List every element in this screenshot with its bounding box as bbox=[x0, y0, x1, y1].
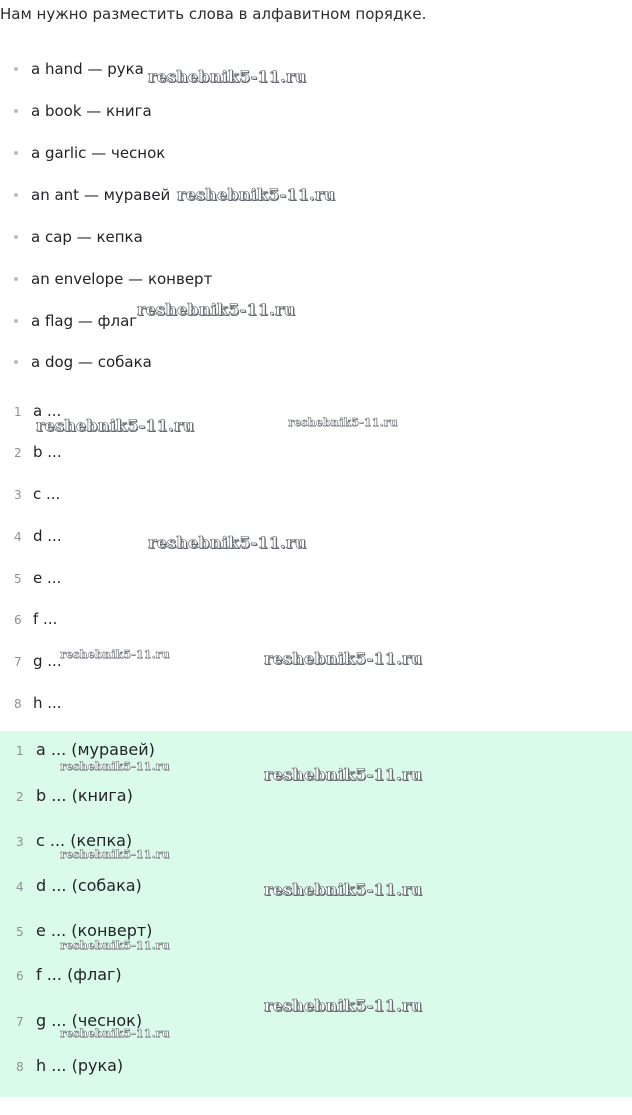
answer-item bbox=[16, 1056, 123, 1075]
watermark: reshebnik5-11.ru bbox=[36, 416, 195, 435]
watermark: reshebnik5-11.ru bbox=[137, 300, 296, 319]
item-number: 7 bbox=[14, 655, 22, 669]
watermark: reshebnik5-11.ru bbox=[288, 416, 398, 429]
answer-item bbox=[16, 786, 133, 805]
list-item-text: a cap — кепка bbox=[31, 228, 143, 246]
bullet-dot-icon bbox=[14, 109, 18, 113]
list-item bbox=[14, 353, 152, 371]
item-number: 2 bbox=[14, 446, 22, 460]
item-number: 7 bbox=[16, 1015, 24, 1029]
bullet-dot-icon bbox=[14, 360, 18, 364]
item-text: b ... bbox=[33, 443, 62, 461]
watermark: reshebnik5-11.ru bbox=[264, 649, 423, 668]
item-number: 1 bbox=[14, 405, 22, 419]
bullet-dot-icon bbox=[14, 151, 18, 155]
numbered-item bbox=[14, 610, 57, 628]
numbered-item bbox=[14, 694, 62, 712]
watermark: reshebnik5-11.ru bbox=[60, 1027, 170, 1040]
list-item bbox=[14, 228, 143, 246]
watermark: reshebnik5-11.ru bbox=[264, 996, 423, 1015]
numbered-item bbox=[14, 485, 60, 503]
bullet-dot-icon bbox=[14, 277, 18, 281]
item-number: 4 bbox=[14, 530, 22, 544]
list-item bbox=[14, 270, 212, 288]
item-number: 1 bbox=[16, 744, 24, 758]
watermark: reshebnik5-11.ru bbox=[148, 533, 307, 552]
list-item-text: a flag — флаг bbox=[31, 312, 138, 330]
answer-item bbox=[16, 921, 152, 940]
list-item bbox=[14, 144, 165, 162]
item-number: 3 bbox=[14, 488, 22, 502]
item-number: 6 bbox=[16, 969, 24, 983]
list-item-text: a book — книга bbox=[31, 102, 152, 120]
item-text: e ... (конверт) bbox=[36, 921, 153, 940]
watermark: reshebnik5-11.ru bbox=[264, 765, 423, 784]
item-text: a ... bbox=[33, 402, 62, 420]
list-item bbox=[14, 186, 170, 204]
watermark: reshebnik5-11.ru bbox=[148, 67, 307, 86]
item-text: c ... (кепка) bbox=[36, 831, 133, 850]
bullet-dot-icon bbox=[14, 319, 18, 323]
item-text: d ... bbox=[33, 527, 62, 545]
item-number: 3 bbox=[16, 835, 24, 849]
item-number: 5 bbox=[16, 925, 24, 939]
list-item-text: a dog — собака bbox=[31, 353, 152, 371]
watermark: reshebnik5-11.ru bbox=[60, 848, 170, 861]
item-text: h ... (рука) bbox=[36, 1056, 124, 1075]
item-number: 4 bbox=[16, 880, 24, 894]
list-item bbox=[14, 60, 144, 78]
item-text: f ... bbox=[33, 610, 58, 628]
watermark: reshebnik5-11.ru bbox=[60, 939, 170, 952]
item-number: 2 bbox=[16, 790, 24, 804]
item-number: 8 bbox=[14, 697, 22, 711]
watermark: reshebnik5-11.ru bbox=[177, 185, 336, 204]
answer-block bbox=[0, 731, 632, 1097]
item-text: b ... (книга) bbox=[36, 786, 133, 805]
answer-item bbox=[16, 740, 155, 759]
answer-item bbox=[16, 965, 122, 984]
item-number: 6 bbox=[14, 613, 22, 627]
bullet-dot-icon bbox=[14, 193, 18, 197]
watermark: reshebnik5-11.ru bbox=[60, 760, 170, 773]
list-item bbox=[14, 102, 152, 120]
item-text: d ... (собака) bbox=[36, 876, 142, 895]
bullet-dot-icon bbox=[14, 235, 18, 239]
numbered-item bbox=[14, 443, 62, 461]
answer-item bbox=[16, 876, 142, 895]
bullet-dot-icon bbox=[14, 67, 18, 71]
numbered-item bbox=[14, 569, 61, 587]
item-number: 8 bbox=[16, 1060, 24, 1074]
item-text: g ... (чеснок) bbox=[36, 1011, 143, 1030]
list-item-text: a hand — рука bbox=[31, 60, 144, 78]
item-text: g ... bbox=[33, 652, 62, 670]
watermark: reshebnik5-11.ru bbox=[60, 648, 170, 661]
item-text: h ... bbox=[33, 694, 62, 712]
numbered-item bbox=[14, 527, 62, 545]
item-text: a ... (муравей) bbox=[36, 740, 155, 759]
item-text: e ... bbox=[33, 569, 62, 587]
list-item-text: an envelope — конверт bbox=[31, 270, 213, 288]
list-item-text: an ant — муравей bbox=[31, 186, 171, 204]
item-text: c ... bbox=[33, 485, 61, 503]
intro-text: Нам нужно разместить слова в алфавитном порядке. bbox=[0, 5, 427, 23]
numbered-item bbox=[14, 652, 62, 670]
list-item-text: a garlic — чеснок bbox=[31, 144, 166, 162]
item-text: f ... (флаг) bbox=[36, 965, 122, 984]
item-number: 5 bbox=[14, 572, 22, 586]
list-item bbox=[14, 312, 137, 330]
watermark: reshebnik5-11.ru bbox=[264, 880, 423, 899]
